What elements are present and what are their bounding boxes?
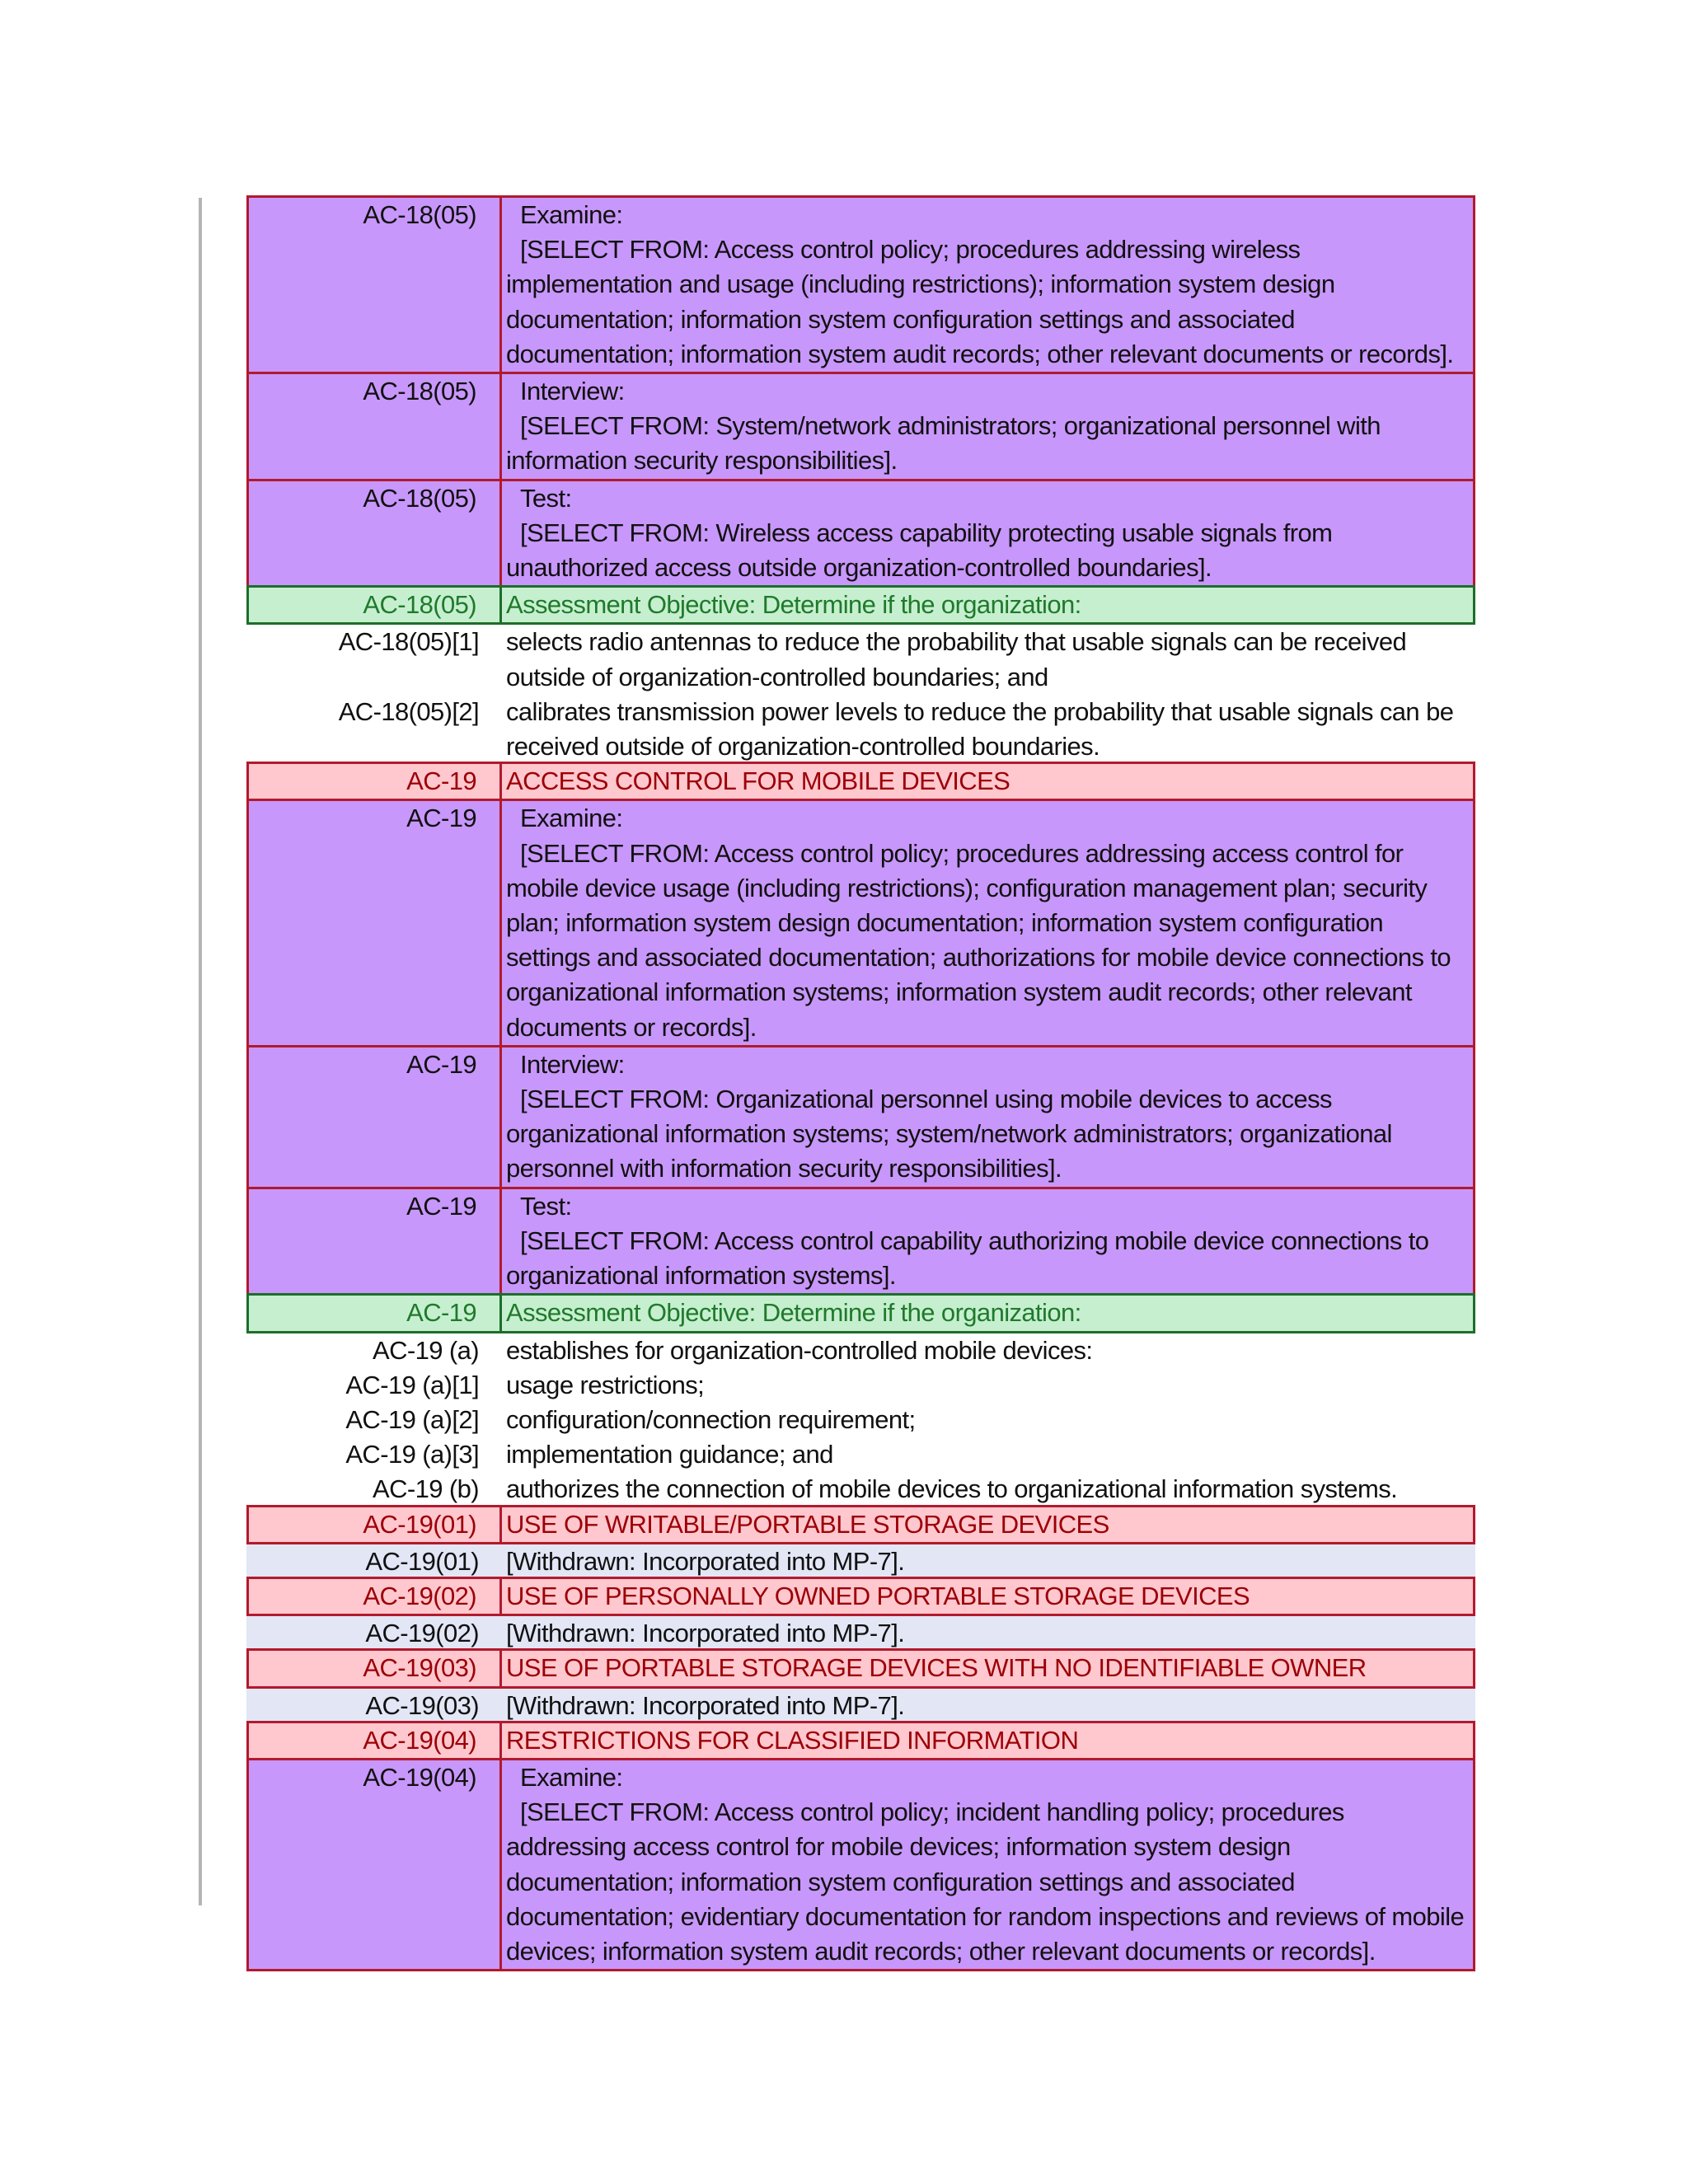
method-detail: [SELECT FROM: Access control policy; procedures addressing access control for mobile device usage (including restrictions); configuration management plan; security plan; information system design documentation; information system configuration settings and associated documentation; authorizations for mobile device connections to organizational information systems; information system audit records; other relevant documents or records]. (506, 838, 1451, 1042)
procedure-row-examine (246, 195, 1475, 374)
method-label: Examine: (520, 1762, 623, 1792)
control-title-row (246, 1577, 1475, 1616)
method-detail: [SELECT FROM: System/network administrators; organizational personnel with information security responsibilities]. (506, 411, 1381, 476)
row-text (502, 1189, 1473, 1294)
row-text: implementation guidance; and (506, 1440, 833, 1469)
method-detail: [SELECT FROM: Access control capability authorizing mobile device connections to organizational information systems]. (506, 1226, 1429, 1291)
row-text (502, 1760, 1473, 1969)
withdrawn-row (246, 1544, 1475, 1579)
row-id: AC-19(03) (365, 1690, 479, 1720)
page-margin-bar (199, 198, 202, 1905)
method-label: Examine: (520, 200, 623, 229)
objective-item-row (246, 1368, 1475, 1403)
row-id: AC-19 (249, 1296, 502, 1330)
row-text: ACCESS CONTROL FOR MOBILE DEVICES (506, 766, 1010, 796)
row-text (502, 481, 1473, 586)
row-id: AC-19 (b) (373, 1474, 479, 1504)
row-id: AC-18(05) (249, 198, 502, 372)
objective-item-row (246, 1472, 1475, 1507)
assessment-table (246, 198, 1475, 1971)
row-text: establishes for organization-controlled mobile devices: (506, 1335, 1093, 1365)
procedure-row-test (246, 479, 1475, 588)
row-id: AC-18(05) (249, 588, 502, 622)
method-label: Test: (520, 1191, 572, 1221)
procedure-row-interview (246, 372, 1475, 481)
procedure-row-interview (246, 1045, 1475, 1189)
assessment-objective-row (246, 1293, 1475, 1333)
row-text: usage restrictions; (506, 1370, 705, 1399)
row-text: authorizes the connection of mobile devices to organizational information systems. (506, 1474, 1398, 1504)
method-detail: [SELECT FROM: Organizational personnel using mobile devices to access organizational information systems; system/network administrators; organizational personnel with information security responsibilities]. (506, 1085, 1392, 1183)
row-id: AC-18(05)[2] (338, 696, 479, 726)
row-id: AC-19 (a) (373, 1335, 479, 1365)
procedure-row-examine (246, 1758, 1475, 1971)
row-text (502, 1047, 1473, 1187)
row-id: AC-18(05) (249, 481, 502, 586)
row-id: AC-19(02) (365, 1619, 479, 1648)
row-text: calibrates transmission power levels to reduce the probability that usable signals can be received outside of organization-controlled boundaries. (506, 696, 1454, 762)
row-id: AC-19 (249, 801, 502, 1044)
row-text (502, 801, 1473, 1044)
row-text: [Withdrawn: Incorporated into MP-7]. (506, 1690, 905, 1720)
row-text (502, 374, 1473, 479)
withdrawn-row (246, 1689, 1475, 1723)
procedure-row-test (246, 1187, 1475, 1296)
control-title-row (246, 1505, 1475, 1544)
row-text: Assessment Objective: Determine if the organization: (506, 590, 1081, 620)
row-text (502, 198, 1473, 372)
withdrawn-row (246, 1616, 1475, 1651)
row-text: RESTRICTIONS FOR CLASSIFIED INFORMATION (506, 1725, 1079, 1755)
row-id: AC-19 (a)[1] (345, 1370, 479, 1399)
row-id: AC-19(01) (365, 1546, 479, 1576)
method-label: Examine: (520, 804, 623, 833)
row-id: AC-19 (a)[3] (345, 1440, 479, 1469)
control-title-row (246, 1721, 1475, 1760)
row-id: AC-19 (249, 1047, 502, 1187)
row-text: selects radio antennas to reduce the probability that usable signals can be received outside of organization-controlled boundaries; and (506, 627, 1407, 691)
objective-item-row (246, 1403, 1475, 1437)
row-id: AC-19 (249, 1189, 502, 1294)
objective-item-row (246, 625, 1475, 694)
row-text: [Withdrawn: Incorporated into MP-7]. (506, 1546, 905, 1576)
control-title-row (246, 762, 1475, 801)
objective-item-row (246, 1437, 1475, 1472)
row-id: AC-18(05)[1] (338, 627, 479, 657)
row-text: configuration/connection requirement; (506, 1404, 916, 1434)
row-text: USE OF PERSONALLY OWNED PORTABLE STORAGE DEVICES (506, 1581, 1250, 1610)
method-label: Test: (520, 483, 572, 513)
row-id: AC-19 (249, 764, 502, 799)
row-text: Assessment Objective: Determine if the organization: (506, 1298, 1081, 1328)
row-id: AC-19(02) (249, 1579, 502, 1614)
method-detail: [SELECT FROM: Wireless access capability protecting usable signals from unauthorized access outside organization-controlled boundaries]. (506, 518, 1333, 583)
objective-item-row (246, 695, 1475, 764)
method-detail: [SELECT FROM: Access control policy; procedures addressing wireless implementation and usage (including restrictions); information system design documentation; information system configuration settings and associated documentation; information system audit records; other relevant documents or records]. (506, 235, 1454, 368)
method-detail: [SELECT FROM: Access control policy; incident handling policy; procedures addressing access control for mobile devices; information system design documentation; information system configuration settings and associated documentation; evidentiary documentation for random inspections and reviews of mobile devices; information system audit records; other relevant documents or records]. (506, 1797, 1465, 1966)
row-text: USE OF PORTABLE STORAGE DEVICES WITH NO IDENTIFIABLE OWNER (506, 1653, 1367, 1683)
row-id: AC-19 (a)[2] (345, 1404, 479, 1434)
row-id: AC-19(03) (249, 1651, 502, 1685)
row-text: USE OF WRITABLE/PORTABLE STORAGE DEVICES (506, 1509, 1109, 1539)
objective-item-row (246, 1333, 1475, 1368)
procedure-row-examine (246, 799, 1475, 1047)
row-id: AC-18(05) (249, 374, 502, 479)
row-id: AC-19(01) (249, 1507, 502, 1542)
row-text: [Withdrawn: Incorporated into MP-7]. (506, 1619, 905, 1648)
assessment-objective-row (246, 585, 1475, 625)
row-id: AC-19(04) (249, 1760, 502, 1969)
control-title-row (246, 1648, 1475, 1688)
row-id: AC-19(04) (249, 1723, 502, 1758)
method-label: Interview: (520, 1049, 625, 1079)
method-label: Interview: (520, 377, 625, 406)
